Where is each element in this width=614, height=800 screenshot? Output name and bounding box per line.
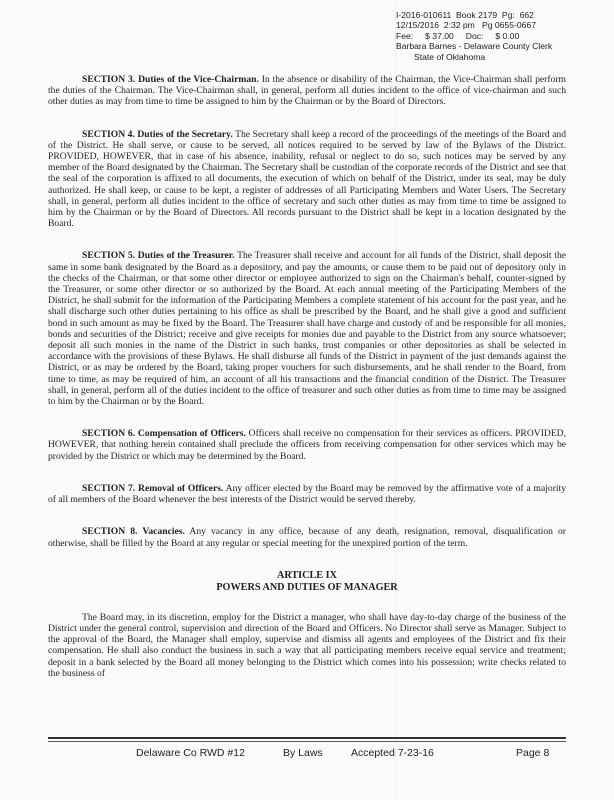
section-8: [48, 526, 566, 548]
footer-page-number: Page 8: [516, 747, 550, 759]
article-number: ARTICLE IX: [277, 569, 337, 581]
stamp-clerk-line: Barbara Barnes - Delaware County Clerk: [396, 41, 553, 52]
section-8-heading: SECTION 8. Vacancies.: [82, 526, 185, 538]
footer-rule-thin: [48, 741, 566, 742]
page-footer: [48, 747, 566, 763]
stamp-date-line: 12/15/2016 2:32 pm Pg 0655-0667: [396, 20, 536, 31]
section-3-heading: SECTION 3. Duties of the Vice-Chairman.: [82, 74, 259, 85]
section-5-heading: SECTION 5. Duties of the Treasurer.: [82, 250, 235, 262]
stamp-fee-line: Fee: $ 37.00 Doc: $ 0.00: [396, 30, 520, 41]
section-3-text: In the absence or disability of the Chairman, the Vice-Chairman shall perform the duties of the Chairman. The Vice-Chairman shall, in general, perform all duties incident to the office of vice-chairman and such other duties as may from time to time be assigned to him by the Chairman or by the Board of Directors.: [48, 74, 566, 108]
article-heading: [48, 570, 566, 594]
section-4-heading: SECTION 4. Duties of the Secretary.: [82, 128, 233, 140]
footer-district: Delaware Co RWD #12: [136, 747, 245, 759]
section-6: [48, 428, 566, 462]
section-6-text: Officers shall receive no compensation for their services as officers. PROVIDED, HOWEVER, that nothing herein contained shall preclude the officers from receiving compensation for other services which may be provided by the District or which may be determined by the Board.: [48, 428, 567, 462]
footer-doc: By Laws: [283, 747, 323, 759]
stamp-instrument-line: I-2016-010611 Book 2179 Pg: 662: [396, 10, 534, 20]
section-7-heading: SECTION 7. Removal of Officers.: [82, 482, 224, 494]
section-6-heading: SECTION 6. Compensation of Officers.: [82, 428, 246, 440]
section-4: [48, 129, 566, 230]
recording-stamp: [396, 10, 608, 62]
section-5: [48, 250, 566, 407]
document-body: [48, 74, 566, 700]
footer-rule-thick: [48, 737, 566, 739]
stamp-state-line: State of Oklahoma: [414, 51, 486, 62]
section-7-text: Any officer elected by the Board may be removed by the affirmative vote of a majority of all members of the Board whenever the best interests of the District would be served thereby.: [48, 482, 567, 506]
article-title: POWERS AND DUTIES OF MANAGER: [216, 581, 398, 593]
footer-accepted: Accepted 7-23-16: [351, 747, 434, 759]
section-3: [48, 74, 566, 108]
section-7: [48, 483, 566, 505]
section-5-text: The Treasurer shall receive and account for all funds of the District, shall deposit the same in some bank designated by the Board as a depository, and pay the amounts, or cause them to be paid out of depository only in the checks of the Chairman, or that some other director or employee authorized to sign on the Chairman's behalf, counter-signed by the Treasurer, or some other director or so authorized by the Board. At each annual meeting of the Participating Members of the District, he shall submit for the information of the Participating Members a complete statement of his account for the past year, and he shall discharge such other duties pertaining to his office as shall be prescribed by the Board, and he shall give a good and sufficient bond in such amount as may be fixed by the Board. The Treasurer shall have charge and custody of and be responsible for all monies, bonds and securities of the District; receive and give receipts for monies due and payable to the District from any source whatsoever; deposit all such monies in the name of the District in such banks, trust companies or other depositories as shall be selected in accordance with the provisions of these Bylaws. He shall disburse all funds of the District in payment of the just demands against the District, or as may be ordered by the Board, taking proper vouchers for such disbursements, and he shall render to the Board, from time to time, as may be required of him, an account of all his transactions and the financial condition of the District. The Treasurer shall, in general, perform all of the duties incident to the office of treasurer and such other duties as from time to time may be assigned to him by the Chairman or by the Board.: [48, 250, 566, 408]
manager-paragraph: The Board may, in its discretion, employ for the District a manager, who shall have day-to-day charge of the business of the District under the general control, supervision and direction of the Board and Officers. No Director shall serve as Manager. Subject to the approval of the Board, the Manager shall employ, supervise and dismiss all agents and employees of the District and fix their compensation. He shall also conduct the business in such a way that all participating members receive equal service and treatment; deposit in a bank selected by the Board all money belonging to the District which comes into his possession; write checks related to the business of: [48, 611, 566, 679]
section-4-text: The Secretary shall keep a record of the proceedings of the meetings of the Board and of the District. He shall serve, or cause to be served, all notices required to be served by law of the Bylaws of the District. PROVIDED, HOWEVER, that in case of his absence, inability, refusal or neglect to do so, such notices may be served by any member of the Board designated by the Chairman. The Secretary shall be custodian of the corporate records of the District and see that the seal of the corporation is affixed to all documents, the execution of which on behalf of the District, under its seal, may be duly authorized. He shall keep, or cause to be kept, a register of addresses of all Participating Members and Water Users. The Secretary shall, in general, perform all duties incident to the office of secretary and such other duties as may from time to time be assigned to him by the Chairman or by the Board of Directors. All records pursuant to the District shall be kept in a location designated by the Board.: [48, 128, 566, 230]
section-8-text: Any vacancy in any office, because of any death, resignation, removal, disqualification or otherwise, shall be filled by the Board at any regular or special meeting for the unexpired portion of the term.: [48, 526, 566, 549]
